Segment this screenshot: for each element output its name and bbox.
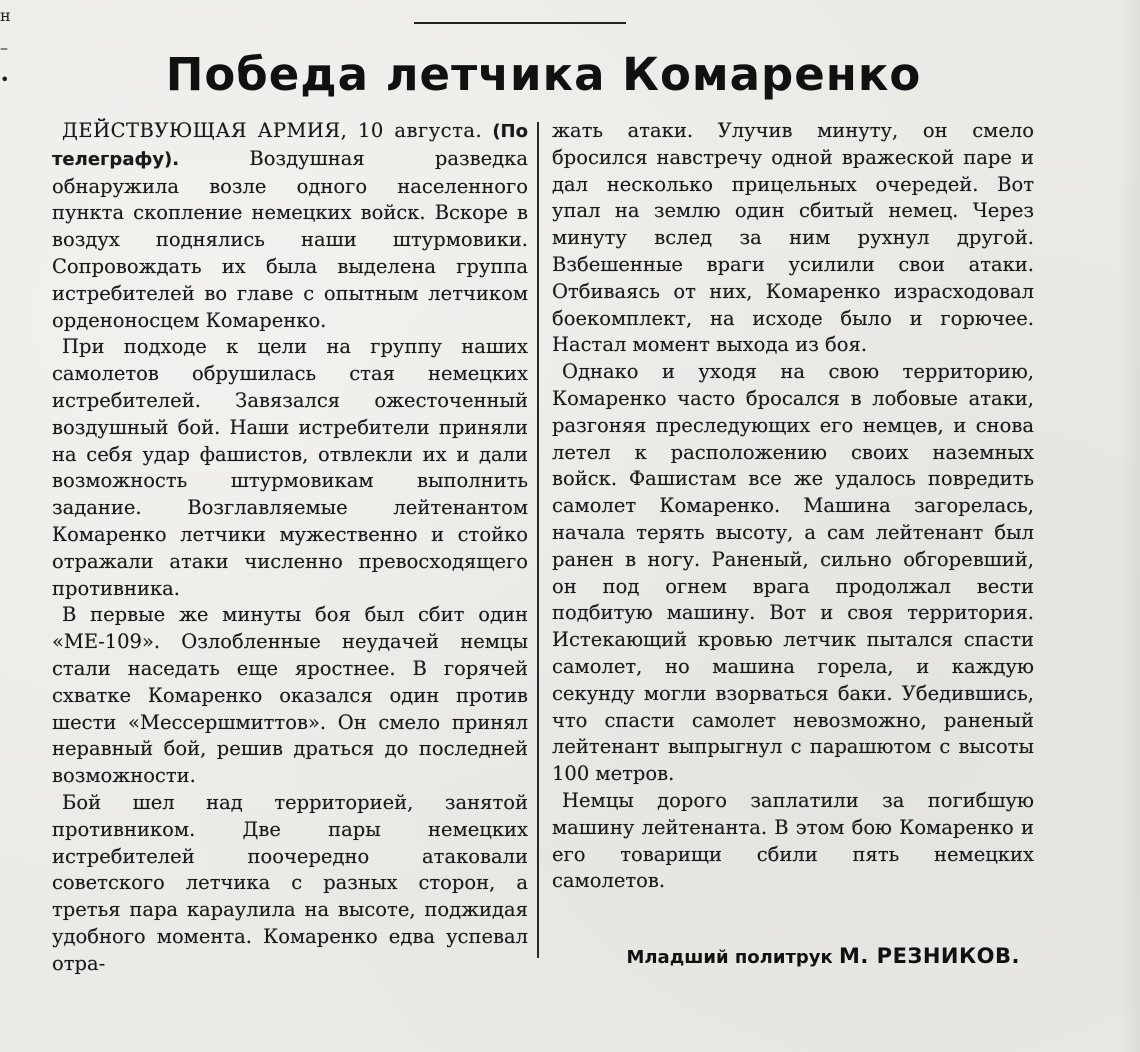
byline [560, 944, 1020, 968]
page-edge-shadow [1118, 0, 1140, 1052]
paragraph-5: Однако и уходя на свою территорию, Комаренко часто бросался в лобовые атаки, разгоняя преследующих его немцев, и снова летел к расположению своих наземных войск. Фашистам все же удалось повредить самолет Комаренко. Машина загорелась, начала терять высоту, а сам лейтенант был ранен в ногу. Раненый, сильно обгоревший, он под огнем врага продолжал вести подбитую машину. Вот и своя территория. Истекающий кровью летчик пытался спасти самолет, но машина горела, и каждую секунду могли взорваться баки. Убедившись, что спасти самолет невозможно, раненый лейтенант выпрыгнул с парашютом с высоты 100 метров. [552, 360, 1034, 786]
byline-title: Младший политрук [626, 947, 833, 968]
article-column-right [552, 118, 1034, 895]
paragraph-2: При подходе к цели на группу наших самолетов обрушилась стая немецких истребителей. Завязался ожесточенный воздушный бой. Наши истребители приняли на себя удар фашистов, отвлекли их и дали возможность штурмовикам выполнить задание. Возглавляемые лейтенантом Комаренко летчики мужественно и стойко отражали атаки численно превосходящего противника. [52, 335, 528, 600]
article-column-left [52, 118, 528, 978]
dateline: ДЕЙСТВУЮЩАЯ АРМИЯ, 10 августа. [62, 119, 483, 142]
byline-name: М. РЕЗНИКОВ. [839, 944, 1020, 968]
paragraph-6: Немцы дорого заплатили за погибшую машину лейтенанта. В этом бою Комаренко и его товарищи сбили пять немецких самолетов. [552, 788, 1034, 893]
lead-paragraph [52, 118, 528, 334]
top-rule [414, 22, 626, 24]
paragraph-3: В первые же минуты боя был сбит один «МЕ-109». Озлобленные неудачей немцы стали наседать еще яростнее. В горячей схватке Комаренко оказался один против шести «Мессершмиттов». Он смело принял неравный бой, решив драться до последней возможности. [52, 603, 528, 788]
margin-char: • [0, 70, 10, 89]
column-divider [537, 122, 539, 958]
margin-char: – [0, 38, 8, 57]
headline: Победа летчика Комаренко [165, 48, 922, 101]
wire-tag: (По телеграфу). [52, 121, 528, 170]
lead-text: Воздушная разведка обнаружила возле одного населенного пункта скопление немецких войск. Вскоре в воздух поднялись наши штурмовики. Сопровождать их была выделена группа истребителей во главе с опытным летчиком орденоносцем Комаренко. [52, 146, 528, 332]
margin-char: н [0, 6, 11, 25]
paragraph-4-continued: жать атаки. Улучив минуту, он смело бросился навстречу одной вражеской паре и дал несколько прицельных очередей. Вот упал на землю один сбитый немец. Через минуту вслед за ним рухнул другой. Взбешенные враги усилили свои атаки. Отбиваясь от них, Комаренко израсходовал боекомплект, на исходе было и горючее. Настал момент выхода из боя. [552, 119, 1034, 357]
paragraph-4-start: Бой шел над территорией, занятой противником. Две пары немецких истребителей поочередно атаковали советского летчика с разных сторон, а третья пара караулила на высоте, поджидая удобного момента. Комаренко едва успевал отра- [52, 790, 528, 975]
